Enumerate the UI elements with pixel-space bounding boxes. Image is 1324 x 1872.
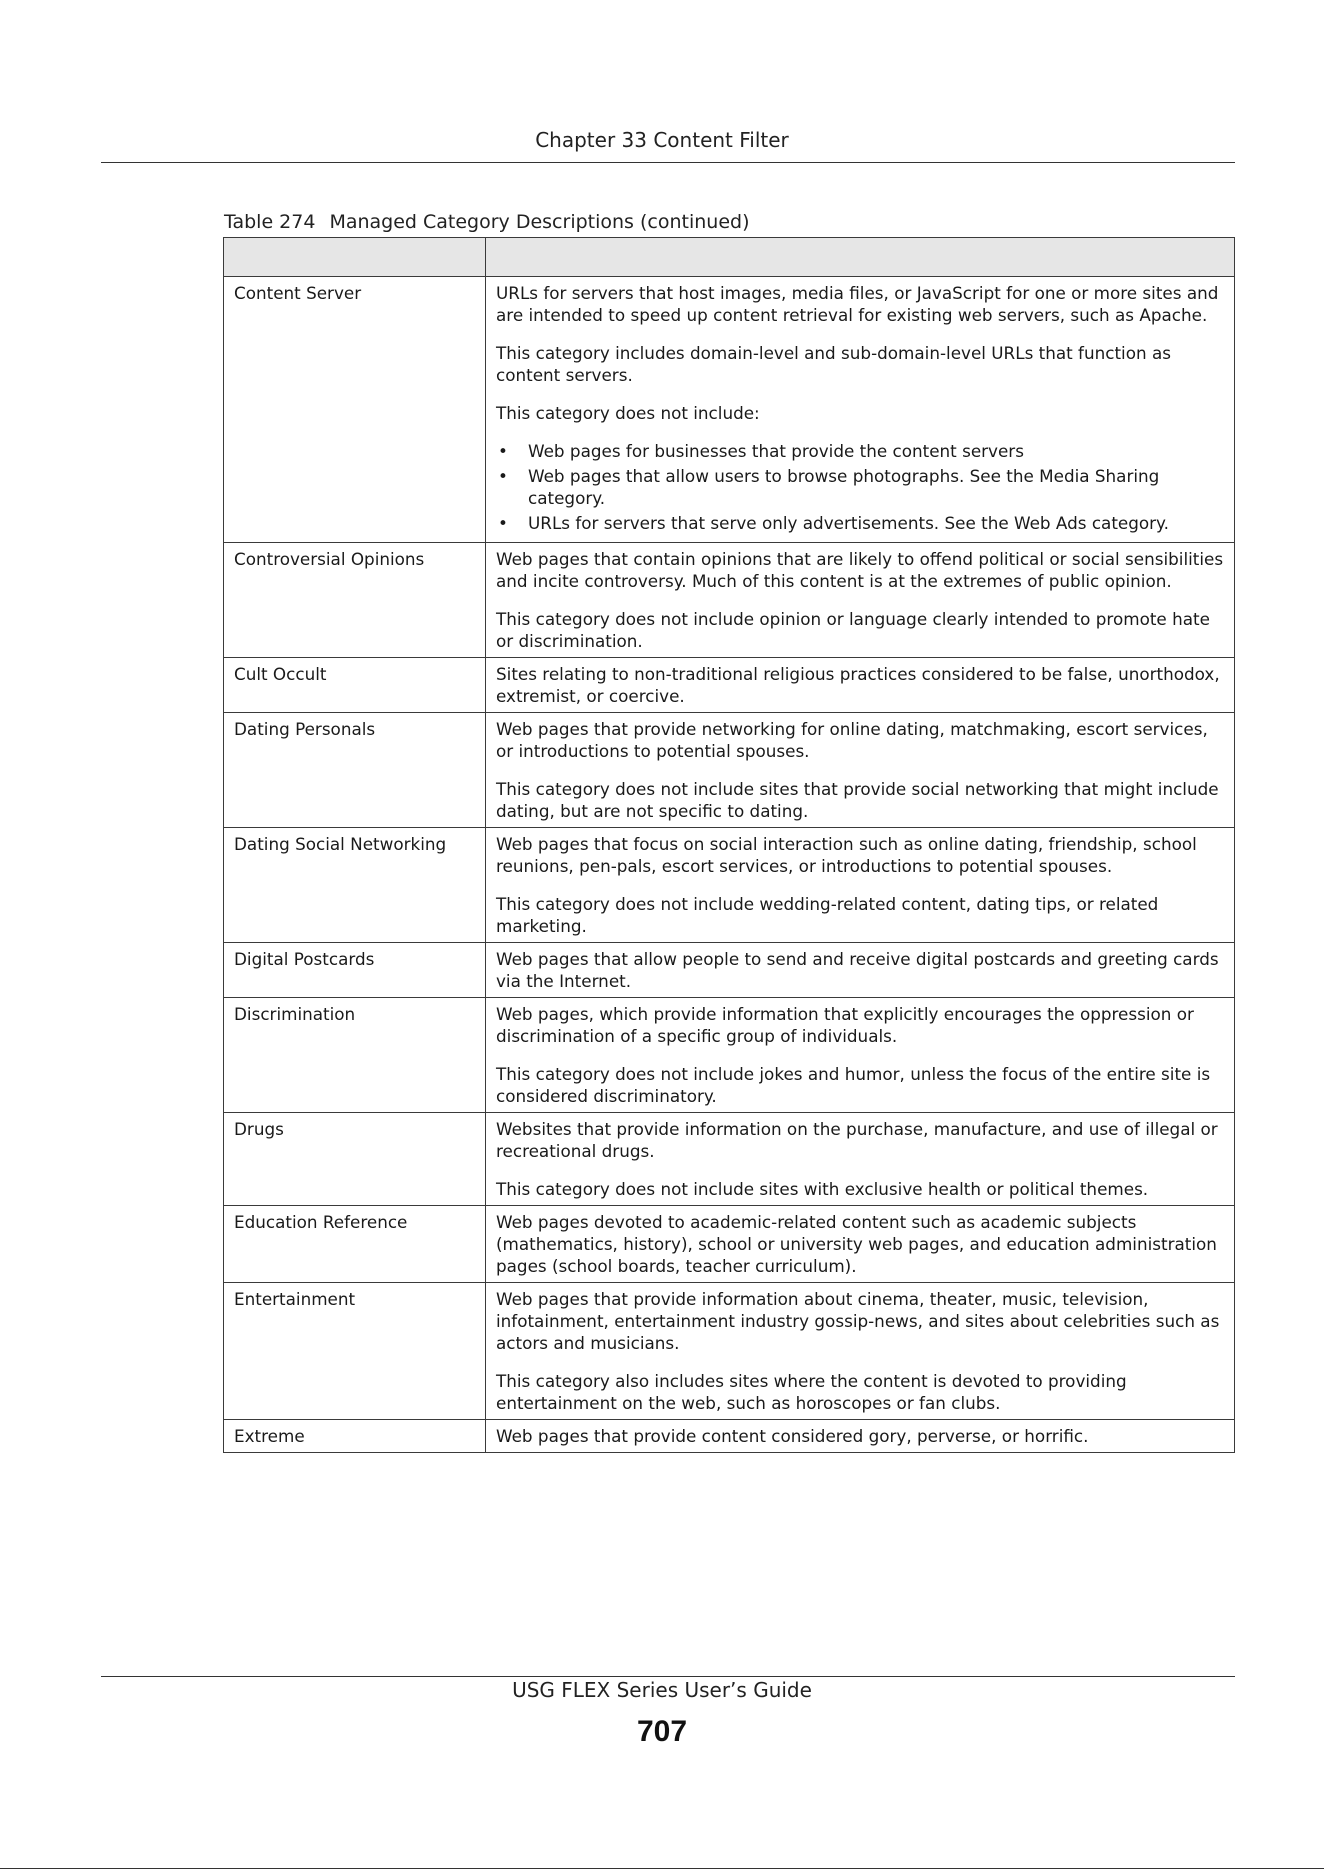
- category-description: [486, 543, 1235, 658]
- category-description: [486, 1283, 1235, 1420]
- description-paragraph: Sites relating to non-traditional religious practices considered to be false, unorthodox, extremist, or coercive.: [496, 664, 1220, 706]
- description-paragraph: This category includes domain-level and sub-domain-level URLs that function as content servers.: [496, 343, 1171, 385]
- table-row: [224, 1113, 1235, 1206]
- exclusion-list-item: • Web pages that allow users to browse photographs. See the Media Sharing category.: [496, 465, 1224, 509]
- category-description: [486, 998, 1235, 1113]
- table-caption: [224, 211, 750, 233]
- category-name: Education Reference: [224, 1206, 486, 1283]
- category-name: Cult Occult: [224, 658, 486, 713]
- category-name: Content Server: [224, 277, 486, 543]
- category-name: Entertainment: [224, 1283, 486, 1420]
- category-description: [486, 828, 1235, 943]
- managed-category-table: [223, 237, 1235, 1453]
- description-paragraph: Web pages that provide content considered gory, perverse, or horrific.: [496, 1426, 1089, 1446]
- table-row: [224, 543, 1235, 658]
- chapter-header: Chapter 33 Content Filter: [535, 128, 789, 152]
- description-paragraph: Web pages, which provide information that explicitly encourages the oppression or discrimination of a specific group of individuals.: [496, 1004, 1194, 1046]
- table-row: [224, 1283, 1235, 1420]
- table-header-row: [224, 238, 1235, 277]
- header-divider: [101, 162, 1235, 163]
- table-row: [224, 658, 1235, 713]
- category-description: [486, 1113, 1235, 1206]
- category-description: [486, 1206, 1235, 1283]
- category-description: [486, 713, 1235, 828]
- column-header-description: [486, 238, 1235, 277]
- description-paragraph: Web pages that provide information about cinema, theater, music, television, infotainment, entertainment industry gossip-news, and sites about celebrities such as actors and musicians.: [496, 1289, 1220, 1353]
- table-row: [224, 713, 1235, 828]
- exclusion-list-item: • URLs for servers that serve only advertisements. See the Web Ads category.: [496, 512, 1224, 534]
- category-name: Extreme: [224, 1420, 486, 1453]
- description-paragraph: URLs for servers that host images, media files, or JavaScript for one or more sites and are intended to speed up content retrieval for existing web servers, such as Apache.: [496, 283, 1219, 325]
- category-name: Discrimination: [224, 998, 486, 1113]
- exclusion-list: [496, 440, 1224, 534]
- category-name: Dating Personals: [224, 713, 486, 828]
- table-body: [224, 277, 1235, 1453]
- description-paragraph: Web pages devoted to academic-related content such as academic subjects (mathematics, history), school or university web pages, and education administration pages (school boards, teacher curriculum).: [496, 1212, 1217, 1276]
- description-paragraph: This category also includes sites where the content is devoted to providing entertainment on the web, such as horoscopes or fan clubs.: [496, 1371, 1127, 1413]
- description-paragraph: Web pages that focus on social interaction such as online dating, friendship, school reunions, pen-pals, escort services, or introductions to potential spouses.: [496, 834, 1197, 876]
- description-paragraph: This category does not include opinion or language clearly intended to promote hate or discrimination.: [496, 609, 1210, 651]
- description-paragraph: This category does not include:: [496, 403, 760, 423]
- page-bottom-edge: [0, 1868, 1324, 1869]
- category-name: Dating Social Networking: [224, 828, 486, 943]
- guide-title: USG FLEX Series User’s Guide: [512, 1678, 812, 1702]
- category-description: [486, 277, 1235, 543]
- category-description: [486, 943, 1235, 998]
- page-number: 707: [636, 1715, 688, 1748]
- category-name: Controversial Opinions: [224, 543, 486, 658]
- description-paragraph: Web pages that allow people to send and receive digital postcards and greeting cards via the Internet.: [496, 949, 1219, 991]
- column-header-category: [224, 238, 486, 277]
- description-paragraph: This category does not include wedding-related content, dating tips, or related marketing.: [496, 894, 1159, 936]
- table-number: Table 274: [224, 211, 316, 233]
- description-paragraph: Websites that provide information on the purchase, manufacture, and use of illegal or recreational drugs.: [496, 1119, 1218, 1161]
- description-paragraph: Web pages that provide networking for online dating, matchmaking, escort services, or introductions to potential spouses.: [496, 719, 1208, 761]
- description-paragraph: This category does not include jokes and humor, unless the focus of the entire site is considered discriminatory.: [496, 1064, 1211, 1106]
- category-name: Drugs: [224, 1113, 486, 1206]
- description-paragraph: Web pages that contain opinions that are likely to offend political or social sensibilities and incite controversy. Much of this content is at the extremes of public opinion.: [496, 549, 1224, 591]
- category-description: [486, 658, 1235, 713]
- table-title: Managed Category Descriptions (continued): [329, 211, 750, 233]
- table-row: [224, 1420, 1235, 1453]
- table-row: [224, 943, 1235, 998]
- table-row: [224, 277, 1235, 543]
- description-paragraph: This category does not include sites that provide social networking that might include dating, but are not specific to dating.: [496, 779, 1219, 821]
- category-name: Digital Postcards: [224, 943, 486, 998]
- exclusion-list-item: • Web pages for businesses that provide the content servers: [496, 440, 1224, 462]
- table-row: [224, 1206, 1235, 1283]
- table-row: [224, 828, 1235, 943]
- description-paragraph: This category does not include sites with exclusive health or political themes.: [496, 1179, 1149, 1199]
- category-description: [486, 1420, 1235, 1453]
- footer-divider: [101, 1676, 1235, 1677]
- table-row: [224, 998, 1235, 1113]
